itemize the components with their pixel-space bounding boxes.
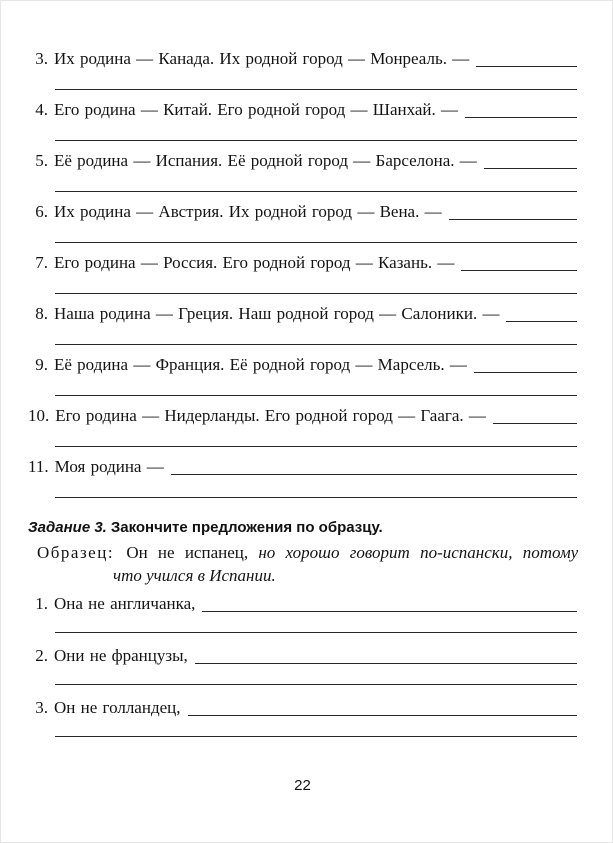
exercise-2-continuation	[28, 48, 577, 498]
item-text: Её родина — Франция. Её родной город — Марсель. —	[54, 355, 467, 374]
answer-continuation-line	[55, 140, 577, 141]
item-number: 11.	[28, 457, 49, 476]
item-number: 3.	[35, 698, 48, 717]
example-label: Образец:	[37, 543, 115, 562]
item-row	[28, 405, 577, 426]
page-number: 22	[294, 777, 311, 794]
item-row	[28, 354, 577, 375]
answer-blank-line	[484, 168, 577, 169]
item-row	[28, 456, 577, 477]
item-number: 7.	[35, 253, 48, 272]
answer-blank-line	[474, 372, 577, 373]
item-number: 8.	[35, 304, 48, 323]
item-number: 4.	[35, 100, 48, 119]
task3-items	[28, 593, 577, 737]
exercise-item	[28, 593, 577, 633]
task3-instruction: Закончите предложения по образцу.	[110, 519, 383, 536]
answer-continuation-line	[55, 446, 577, 447]
item-row	[28, 99, 577, 120]
answer-continuation-line	[55, 89, 577, 90]
exercise-item	[28, 303, 577, 345]
item-row	[28, 593, 577, 614]
item-number: 9.	[35, 355, 48, 374]
item-number: 3.	[35, 49, 48, 68]
exercise-item	[28, 48, 577, 90]
answer-blank-line	[202, 611, 577, 612]
item-text: Они не французы,	[54, 646, 188, 665]
item-row	[28, 201, 577, 222]
item-row	[28, 645, 577, 666]
task3-label: Задание 3.	[28, 519, 107, 536]
exercise-item	[28, 150, 577, 192]
answer-blank-line	[506, 321, 577, 322]
item-row	[28, 150, 577, 171]
answer-continuation-line	[55, 293, 577, 294]
example-line-1	[37, 541, 577, 564]
answer-blank-line	[465, 117, 577, 118]
item-text: Их родина — Канада. Их родной город — Монреаль. —	[54, 49, 470, 68]
item-text: Наша родина — Греция. Наш родной город — Салоники. —	[54, 304, 500, 323]
item-text: Её родина — Испания. Её родной город — Барселона. —	[54, 151, 477, 170]
item-row	[28, 697, 577, 718]
answer-continuation-line	[55, 632, 577, 633]
item-text: Его родина — Китай. Его родной город — Шанхай. —	[54, 100, 459, 119]
answer-blank-line	[171, 474, 577, 475]
exercise-item	[28, 99, 577, 141]
answer-continuation-line	[55, 736, 577, 737]
item-row	[28, 303, 577, 324]
exercise-item	[28, 697, 577, 737]
exercise-item	[28, 252, 577, 294]
example-text-italic-line2: что учился в Испании.	[113, 566, 276, 585]
answer-continuation-line	[55, 242, 577, 243]
item-number: 5.	[35, 151, 48, 170]
answer-blank-line	[188, 715, 578, 716]
example-text-italic-line1: но хорошо говорит по-испански, потому	[258, 543, 579, 562]
item-text: Их родина — Австрия. Их родной город — Вена. —	[54, 202, 442, 221]
item-number: 2.	[35, 646, 48, 665]
example-text-normal: Он не испанец,	[126, 543, 249, 562]
answer-continuation-line	[55, 191, 577, 192]
item-text: Он не голландец,	[54, 698, 181, 717]
item-text: Она не англичанка,	[54, 594, 196, 613]
answer-continuation-line	[55, 497, 577, 498]
exercise-item	[28, 201, 577, 243]
exercise-item	[28, 456, 577, 498]
answer-blank-line	[476, 66, 577, 67]
item-text: Его родина — Россия. Его родной город — Казань. —	[54, 253, 455, 272]
item-number: 6.	[35, 202, 48, 221]
exercise-item	[28, 354, 577, 396]
task3-header	[28, 518, 577, 537]
item-number: 1.	[35, 594, 48, 613]
item-number: 10.	[28, 406, 50, 425]
answer-continuation-line	[55, 395, 577, 396]
task3-example	[37, 541, 577, 587]
item-row	[28, 48, 577, 69]
answer-continuation-line	[55, 344, 577, 345]
answer-continuation-line	[55, 684, 577, 685]
answer-blank-line	[461, 270, 577, 271]
item-text: Моя родина —	[54, 457, 164, 476]
item-row	[28, 252, 577, 273]
answer-blank-line	[449, 219, 577, 220]
page-content	[1, 1, 612, 794]
answer-blank-line	[195, 663, 577, 664]
answer-blank-line	[493, 423, 577, 424]
item-text: Его родина — Нидерланды. Его родной город — Гаага. —	[55, 406, 486, 425]
exercise-item	[28, 645, 577, 685]
exercise-item	[28, 405, 577, 447]
